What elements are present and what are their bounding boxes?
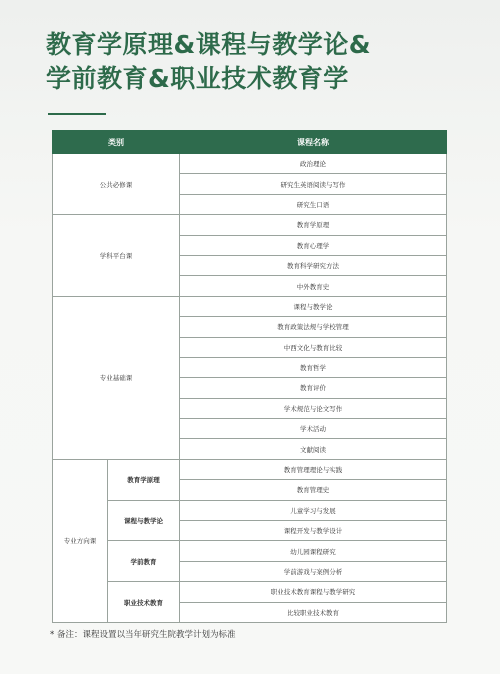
course-cell: 教育管理史: [180, 480, 447, 500]
title-line-2: 学前教育&职业技术教育学: [46, 64, 349, 93]
subcategory-cell: 课程与教学论: [108, 500, 180, 541]
category-cell: 公共必修课: [53, 154, 180, 215]
course-cell: 研究生英语阅读与写作: [180, 174, 447, 194]
course-cell: 课程与教学论: [180, 296, 447, 316]
course-cell: 教育管理理论与实践: [180, 459, 447, 479]
course-cell: 幼儿园课程研究: [180, 541, 447, 561]
course-cell: 比较职业技术教育: [180, 602, 447, 622]
table-header-row: [53, 131, 447, 154]
table-row: [53, 582, 447, 602]
course-cell: 研究生口语: [180, 194, 447, 214]
course-cell: 教育心理学: [180, 235, 447, 255]
course-cell: 学术规范与论文写作: [180, 398, 447, 418]
course-cell: 学术活动: [180, 419, 447, 439]
course-cell: 中西文化与教育比较: [180, 337, 447, 357]
course-cell: 政治理论: [180, 154, 447, 174]
header-category: 类别: [53, 131, 180, 154]
header-course: 课程名称: [180, 131, 447, 154]
course-cell: 中外教育史: [180, 276, 447, 296]
course-cell: 教育哲学: [180, 357, 447, 377]
title-underline: [48, 113, 106, 115]
course-cell: 职业技术教育课程与教学研究: [180, 582, 447, 602]
footnote: * 备注：课程设置以当年研究生院教学计划为标准: [50, 630, 236, 640]
table-row: [53, 459, 447, 479]
course-cell: 教育学原理: [180, 215, 447, 235]
subcategory-cell: 学前教育: [108, 541, 180, 582]
subcategory-cell: 教育学原理: [108, 459, 180, 500]
course-cell: 文献阅读: [180, 439, 447, 459]
table-row: [53, 296, 447, 316]
course-cell: 课程开发与教学设计: [180, 521, 447, 541]
course-cell: 教育科学研究方法: [180, 255, 447, 275]
table-row: [53, 154, 447, 174]
table-row: [53, 541, 447, 561]
category-cell: 专业基础课: [53, 296, 180, 459]
category-cell: 专业方向课: [53, 459, 108, 622]
table-row: [53, 215, 447, 235]
course-cell: 学前游戏与案例分析: [180, 561, 447, 581]
category-cell: 学科平台课: [53, 215, 180, 297]
course-cell: 教育评价: [180, 378, 447, 398]
subcategory-cell: 职业技术教育: [108, 582, 180, 623]
page-title: [46, 28, 466, 96]
table-row: [53, 500, 447, 520]
course-cell: 教育政策法规与学校管理: [180, 317, 447, 337]
title-line-1: 教育学原理&课程与教学论&: [46, 30, 372, 59]
course-cell: 儿童学习与发展: [180, 500, 447, 520]
course-table: [52, 130, 447, 623]
